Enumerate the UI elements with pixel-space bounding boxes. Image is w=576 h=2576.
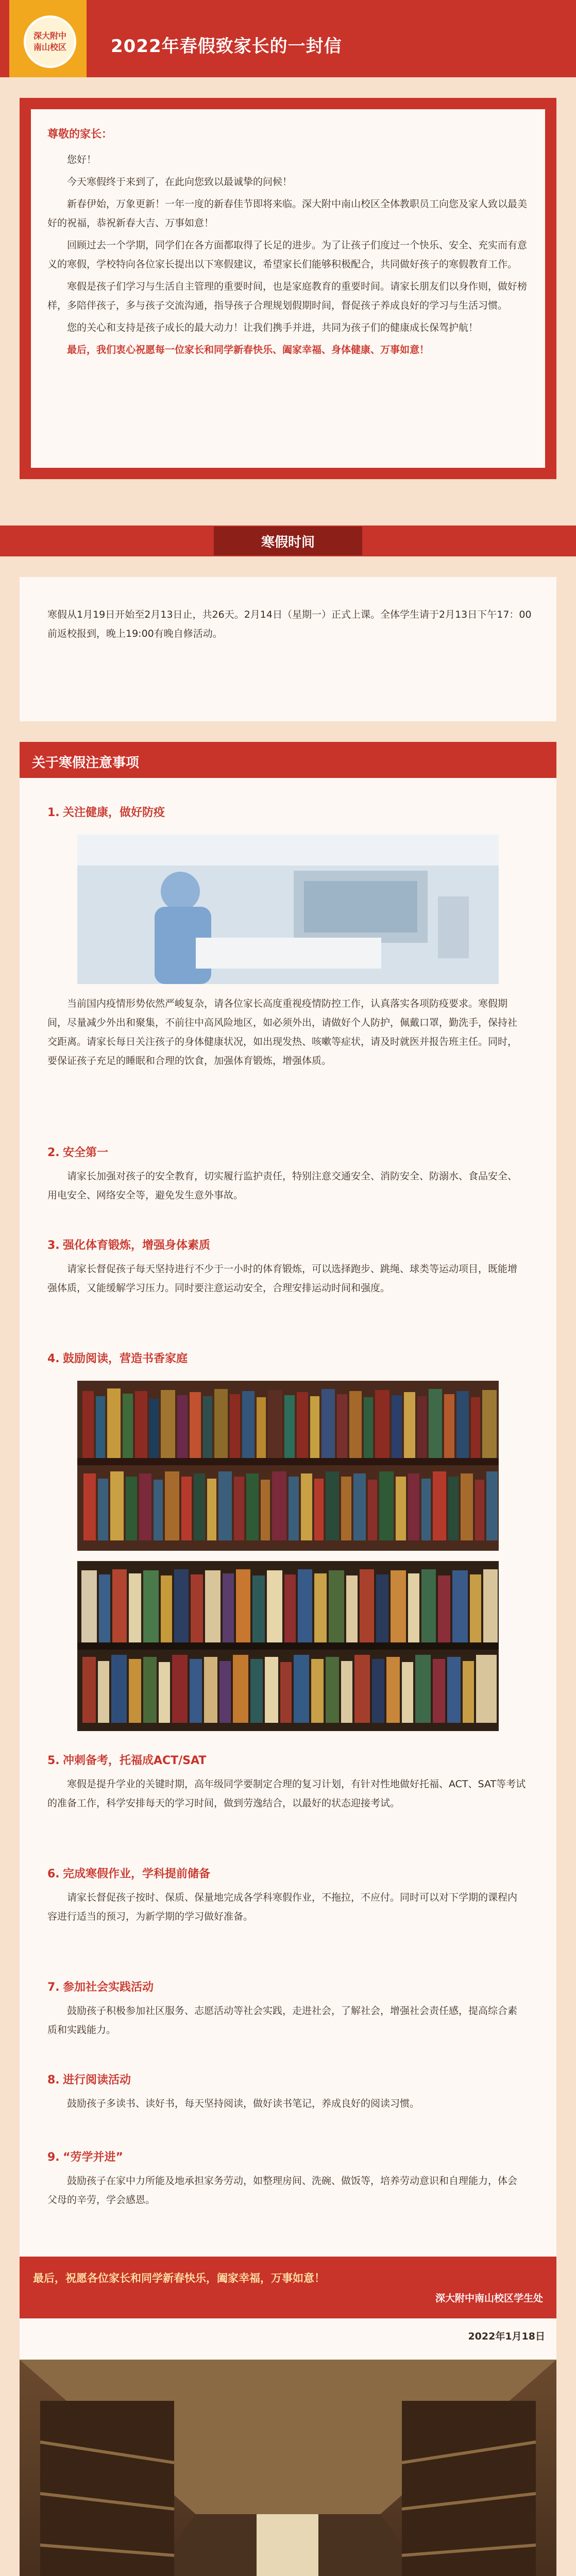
suggestion-body: 寒假是提升学业的关键时期，高年级同学要制定合理的复习计划，有针对性地做好托福、ACT、SAT等考试的准备工作，科学安排每天的学习时间，做到劳逸结合，以最好的状态迎接考试。 [47, 1778, 526, 1809]
medical-ward-photo [77, 835, 499, 984]
bookshelf-illustration [77, 1561, 499, 1731]
suggestion-number: 3. [47, 1239, 60, 1252]
library-illustration [20, 2360, 556, 2576]
suggestion-item [47, 1236, 527, 1252]
suggestion-body: 鼓励孩子多读书、读好书，每天坚持阅读，做好读书笔记，养成良好的阅读习惯。 [67, 2098, 420, 2109]
suggestion-item [47, 1978, 527, 1994]
suggestion-item [47, 2071, 527, 2087]
suggestion-number: 8. [47, 2074, 60, 2087]
suggestion-title: 关注健康，做好防疫 [63, 806, 165, 819]
suggestion-title: 进行阅读活动 [63, 2074, 131, 2087]
schedule-card [20, 577, 556, 721]
suggestion-number: 5. [47, 1754, 60, 1767]
school-logo [9, 0, 87, 77]
school-seal-icon [24, 15, 76, 68]
letter-body [47, 150, 529, 363]
suggestion-number: 4. [47, 1352, 60, 1365]
suggestion-item [47, 1350, 527, 1366]
closing-date: 2022年1月18日 [468, 2331, 545, 2342]
closing-text: 最后，祝愿各位家长和同学新春快乐，阖家幸福，万事如意！ [33, 2272, 325, 2284]
suggestions-title: 关于寒假注意事项 [32, 755, 140, 771]
letter-frame [20, 98, 556, 479]
header-banner [0, 0, 576, 77]
letter-paragraph: 您的关心和支持是孩子成长的最大动力！让我们携手并进，共同为孩子们的健康成长保驾护航！ [67, 322, 479, 333]
suggestion-item [47, 804, 527, 820]
suggestion-title: 鼓励阅读，营造书香家庭 [63, 1352, 188, 1365]
bookshelf-photo-2 [77, 1561, 499, 1731]
suggestion-item [47, 1752, 527, 1768]
suggestion-number: 7. [47, 1981, 60, 1994]
letter-paragraph: 回顾过去一个学期，同学们在各方面都取得了长足的进步。为了让孩子们度过一个快乐、安全、充实而有意义的寒假，学校特向各位家长提出以下寒假建议，希望家长们能够积极配合，共同做好孩子的寒假教育工作。 [47, 240, 528, 270]
suggestion-item [47, 1144, 527, 1160]
schedule-title: 寒假时间 [214, 527, 362, 555]
suggestion-number: 2. [47, 1146, 60, 1159]
letter-paragraph: 新春伊始，万象更新！一年一度的新春佳节即将来临。深大附中南山校区全体教职员工向您及家人致以最美好的祝福，恭祝新春大吉、万事如意！ [47, 198, 528, 229]
suggestion-title: 参加社会实践活动 [63, 1981, 154, 1994]
letter-paragraph: 您好！ [67, 154, 97, 165]
suggestion-item [47, 1865, 527, 1881]
letter-card [31, 109, 545, 468]
suggestion-title: 完成寒假作业，学科提前储备 [63, 1868, 211, 1880]
suggestion-body: 请家长督促孩子每天坚持进行不少于一小时的体育锻炼，可以选择跑步、跳绳、球类等运动项目，既能增强体质，又能缓解学习压力。同时要注意运动安全，合理安排运动时间和强度。 [47, 1263, 518, 1294]
suggestion-title: “劳学并进” [63, 2151, 123, 2164]
suggestion-body: 鼓励孩子积极参加社区服务、志愿活动等社会实践，走进社会，了解社会，增强社会责任感，提高综合素质和实践能力。 [47, 2005, 518, 2036]
page-title: 2022年春假致家长的一封信 [111, 36, 342, 57]
suggestion-body: 当前国内疫情形势依然严峻复杂，请各位家长高度重视疫情防控工作，认真落实各项防疫要求。寒假期间，尽量减少外出和聚集，不前往中高风险地区，如必须外出，请做好个人防护，佩戴口罩，勤洗手，保持社交距离。请家长每日关注孩子的身体健康状况，如出现发热、咳嗽等症状，请及时就医并报告班主任。同时，要保证孩子充足的睡眠和合理的饮食，加强体育锻炼，增强体质。 [47, 998, 518, 1066]
suggestion-body: 请家长督促孩子按时、保质、保量地完成各学科寒假作业，不拖拉，不应付。同时可以对下学期的课程内容进行适当的预习，为新学期的学习做好准备。 [47, 1892, 518, 1922]
closing-signature: 深大附中南山校区学生处 [435, 2293, 543, 2304]
ward-illustration [77, 835, 499, 984]
bookshelf-illustration [77, 1381, 499, 1551]
suggestion-number: 1. [47, 806, 60, 819]
library-hall-photo [20, 2360, 556, 2576]
letter-paragraph: 今天寒假终于来到了，在此向您致以最诚挚的问候！ [67, 176, 293, 188]
letter-paragraph: 寒假是孩子们学习与生活自主管理的重要时间，也是家庭教育的重要时间。请家长朋友们以身作则，做好榜样，多陪伴孩子，多与孩子交流沟通，指导孩子合理规划假期时间，督促孩子养成良好的学习与生活习惯。 [47, 281, 528, 311]
suggestion-title: 冲刺备考，托福成ACT/SAT [63, 1754, 207, 1767]
letter-bold-paragraph: 最后，我们衷心祝愿每一位家长和同学新春快乐、阖家幸福、身体健康、万事如意！ [67, 344, 430, 355]
suggestion-title: 强化体育锻炼，增强身体素质 [63, 1239, 211, 1252]
bookshelf-photo-1 [77, 1381, 499, 1551]
suggestion-body: 请家长加强对孩子的安全教育，切实履行监护责任，特别注意交通安全、消防安全、防溺水、食品安全、用电安全、网络安全等，避免发生意外事故。 [47, 1171, 518, 1201]
suggestion-number: 9. [47, 2151, 60, 2164]
suggestion-body: 鼓励孩子在家中力所能及地承担家务劳动，如整理房间、洗碗、做饭等，培养劳动意识和自理能力，体会父母的辛劳，学会感恩。 [47, 2175, 518, 2206]
suggestion-title: 安全第一 [63, 1146, 109, 1159]
suggestion-item [47, 2148, 527, 2164]
schedule-text: 寒假从1月19日开始至2月13日止，共26天。2月14日（星期一）正式上课。全体学生请于2月13日下午17：00前返校报到，晚上19:00有晚自修活动。 [47, 609, 532, 639]
suggestion-number: 6. [47, 1868, 60, 1880]
seal-text: 深大附中 南山校区 [33, 31, 66, 52]
letter-salutation: 尊敬的家长： [47, 128, 112, 140]
closing-banner [20, 2257, 556, 2318]
